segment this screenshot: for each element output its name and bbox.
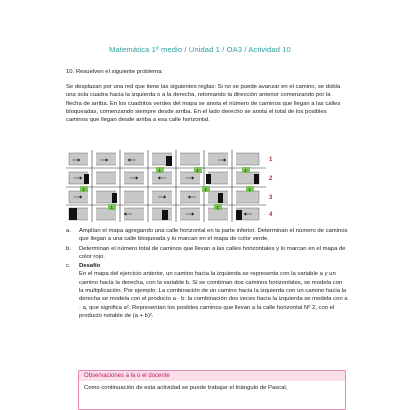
row-label: 1: [269, 157, 273, 163]
observaciones-box: [78, 370, 346, 410]
blocked-street: [84, 174, 89, 184]
blocked-street: [166, 156, 172, 166]
problem-intro: Se desplazan por una red que tiene las siguientes reglas: Si no se puede avanzar en el camino, se dobla una sola cuadra hacia la izquierda o a la derecha, retomando la dirección anterior comenzando por la flecha de arriba. En los cuadritos verdes del mapa se anota el número de caminos que llegan a las calles bloqueadas, comenzando siempre desde arriba. En el lado derecho se anota el total de los posibles caminos que llegan desde arriba a esa calle horizontal.: [66, 84, 341, 124]
observaciones-title: Observaciones a la o el docente: [79, 371, 345, 381]
blocked-street: [236, 210, 242, 220]
blocked-street: [112, 193, 117, 203]
list-item: b. Determinan el número total de caminos que llevan a las calles horizontales y lo marcan en el mapa de color rojo.: [66, 245, 346, 260]
desafio-heading: Desafío: [79, 263, 101, 270]
desafio-body: En el mapa del ejercicio anterior, un camino hacia la izquierda se representa con la variable a y un camino hacia la derecha, con la variable b. Si se combinan dos caminos horizontales, se modela con la multiplicación. Por ejemplo: La combinación de un camino hacia la izquierda con un camino hacia la derecha se modela con el producto a · b: la combinación dos veces hacia la izquierda se modela con a · a, que significa a². Representan los posibles caminos que llevan a la calle horizontal Nº 2, con el producto notable de (a + b)².: [79, 271, 348, 319]
row-label: 3: [269, 195, 273, 201]
blocked-street: [254, 174, 259, 184]
problem-heading: 10. Resuelven el siguiente problema:: [66, 69, 163, 75]
cell-count: 1: [158, 167, 162, 173]
row-label: 4: [269, 212, 273, 218]
activity-list: [66, 227, 348, 321]
cell-count: 1: [244, 167, 248, 173]
list-item: a. Amplían el mapa agregando una calle horizontal en la parte inferior. Determinan el número de caminos que llegan a una calle bloqueada y lo marcan en el mapa de color verde.: [66, 228, 348, 243]
blocked-street: [162, 210, 168, 220]
observaciones-text: Como continuación de esta actividad se puede trabajar el triángulo de Pascal,: [84, 385, 288, 391]
blocked-street: [206, 174, 211, 184]
cell-count: 1: [204, 186, 208, 192]
cell-count: 1: [110, 204, 114, 210]
row-label: 2: [269, 176, 273, 182]
cell-count: 1: [216, 204, 220, 210]
list-item-desafio: c. Desafío En el mapa del ejercicio anterior, un camino hacia la izquierda se representa con la variable a y un camino hacia la derecha, con la variable b. Si se combinan dos caminos horizontales, se modela con la multiplicación. Por ejemplo: La combinación de un camino hacia la izquierda con un camino hacia la derecha se modela con el producto a · b: la combinación dos veces hacia la izquierda se modela con a · a, que significa a². Representan los posibles caminos que llevan a la calle horizontal Nº 2, con el producto notable de (a + b)².: [66, 263, 348, 319]
cell-count: 1: [196, 167, 200, 173]
blocked-street: [69, 208, 77, 220]
street-map: [66, 150, 286, 222]
page-title: Matemática 1º medio / Unidad 1 / OA3 / Actividad 10: [109, 45, 291, 54]
blocked-street: [218, 193, 223, 203]
cell-count: 1: [248, 186, 252, 192]
cell-count: 1: [82, 186, 86, 192]
